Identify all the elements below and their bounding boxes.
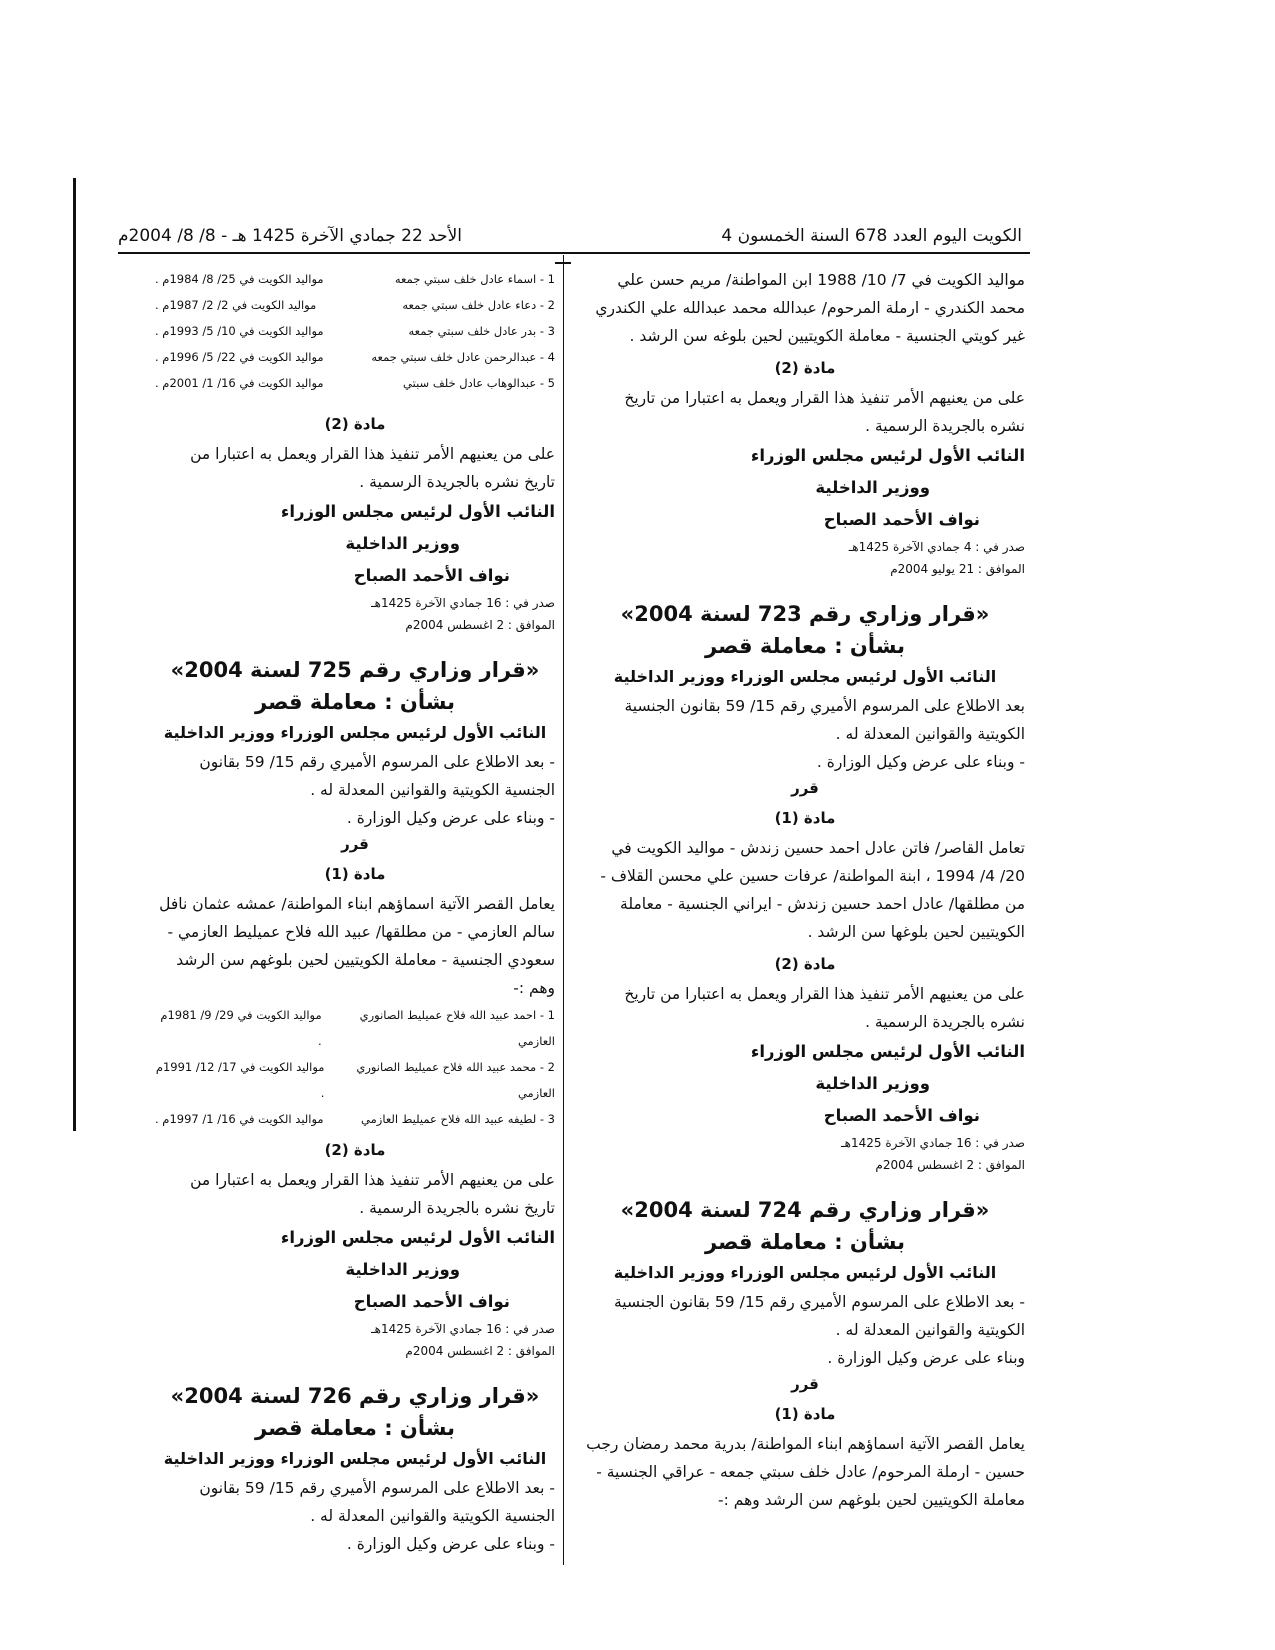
list-item <box>155 370 555 396</box>
header-rule <box>118 252 1030 254</box>
child-name: 3 - لطيفه عبيد الله فلاح عميليط العازمي <box>361 1112 555 1126</box>
article-text: تعامل القاصر/ فاتن عادل احمد حسين زندش - مواليد الكويت في 20/ 4/ 1994 ، ابنة المواطنة/ عرفات حسين علي محسن القلاف - من مطلقها/ عادل احمد حسين زندش - ايراني الجنسية - معاملة الكويتيين لحين بلوغها سن الرشد . <box>600 839 1025 941</box>
child-name: 2 - محمد عبيد الله فلاح عميليط الصانوري العازمي <box>356 1060 555 1100</box>
column-divider <box>563 255 564 1565</box>
decision-subject: بشأن : معاملة قصر <box>705 1230 905 1254</box>
signature-ministry: ووزير الداخلية <box>345 534 460 553</box>
preamble: - بعد الاطلاع على المرسوم الأميري رقم 15/ 59 بقانون الجنسية الكويتية والقوانين المعدلة له . <box>613 1293 1025 1339</box>
signature-name: نواف الأحمد الصباح <box>823 1106 980 1125</box>
corresponding-date: الموافق : 2 اغسطس 2004م <box>405 618 555 632</box>
article-text: على من يعنيهم الأمر تنفيذ هذا القرار ويعمل به اعتبارا من تاريخ نشره بالجريدة الرسمية . <box>190 1171 555 1217</box>
article-label: مادة (2) <box>774 955 836 973</box>
preamble: - بعد الاطلاع على المرسوم الأميري رقم 15/ 59 بقانون الجنسية الكويتية والقوانين المعدلة له . <box>199 1479 555 1525</box>
signature-title: النائب الأول لرئيس مجلس الوزراء <box>750 1042 1025 1061</box>
signature-ministry: ووزير الداخلية <box>815 478 930 497</box>
list-item <box>155 1054 555 1106</box>
issue-date: صدر في : 4 جمادي الآخرة 1425هـ <box>848 540 1025 554</box>
article-label: مادة (2) <box>324 1141 386 1159</box>
child-birth: مواليد الكويت في 2/ 2/ 1987م . <box>155 298 317 312</box>
child-name: 5 - عبدالوهاب عادل خلف سبتي <box>403 376 555 390</box>
child-name: 1 - اسماء عادل خلف سبتي جمعه <box>394 272 555 286</box>
child-birth: مواليد الكويت في 29/ 9/ 1981م . <box>160 1008 322 1048</box>
issue-date: صدر في : 16 جمادي الآخرة 1425هـ <box>371 596 555 610</box>
child-birth: مواليد الكويت في 22/ 5/ 1996م . <box>155 350 324 364</box>
decided-label: قرر <box>341 835 369 853</box>
child-name: 4 - عبدالرحمن عادل خلف سبتي جمعه <box>371 350 555 364</box>
article-text: على من يعنيهم الأمر تنفيذ هذا القرار ويعمل به اعتبارا من تاريخ نشره بالجريدة الرسمية . <box>190 445 555 491</box>
preamble: - وبناء على عرض وكيل الوزارة . <box>816 753 1025 771</box>
list-item <box>155 1002 555 1054</box>
list-item <box>155 344 555 370</box>
children-list <box>155 266 555 396</box>
right-column <box>585 266 1025 1514</box>
corresponding-date: الموافق : 2 اغسطس 2004م <box>875 1158 1025 1172</box>
article-text: على من يعنيهم الأمر تنفيذ هذا القرار ويعمل به اعتبارا من تاريخ نشره بالجريدة الرسمية . <box>624 389 1025 435</box>
article-label: مادة (1) <box>324 865 386 883</box>
preamble: وبناء على عرض وكيل الوزارة . <box>827 1349 1025 1367</box>
child-birth: مواليد الكويت في 16/ 1/ 1997م . <box>155 1112 324 1126</box>
column-divider-tick <box>555 262 571 264</box>
signature-name: نواف الأحمد الصباح <box>823 510 980 529</box>
child-name: 2 - دعاء عادل خلف سبتي جمعه <box>402 298 555 312</box>
decision-issuer: النائب الأول لرئيس مجلس الوزراء ووزير الداخلية <box>163 1449 547 1468</box>
list-item <box>155 318 555 344</box>
signature-ministry: ووزير الداخلية <box>345 1260 460 1279</box>
signature-name: نواف الأحمد الصباح <box>353 566 510 585</box>
header-right: الكويت اليوم العدد 678 السنة الخمسون 4 <box>721 226 1022 246</box>
list-item <box>155 292 555 318</box>
article-text: على من يعنيهم الأمر تنفيذ هذا القرار ويعمل به اعتبارا من تاريخ نشره بالجريدة الرسمية . <box>624 985 1025 1031</box>
list-item <box>155 266 555 292</box>
decision-subject: بشأن : معاملة قصر <box>255 1416 455 1440</box>
child-birth: مواليد الكويت في 10/ 5/ 1993م . <box>155 324 324 338</box>
article-label: مادة (2) <box>324 415 386 433</box>
signature-ministry: ووزير الداخلية <box>815 1074 930 1093</box>
preamble: بعد الاطلاع على المرسوم الأميري رقم 15/ 59 بقانون الجنسية الكويتية والقوانين المعدلة له . <box>624 697 1025 743</box>
decision-title: «قرار وزاري رقم 726 لسنة 2004» <box>170 1384 540 1408</box>
child-birth: مواليد الكويت في 17/ 12/ 1991م . <box>155 1060 325 1100</box>
article-label: مادة (2) <box>774 359 836 377</box>
decision-issuer: النائب الأول لرئيس مجلس الوزراء ووزير الداخلية <box>613 667 997 686</box>
signature-name: نواف الأحمد الصباح <box>353 1292 510 1311</box>
decided-label: قرر <box>791 779 819 797</box>
scan-edge-bar <box>73 178 76 1131</box>
child-name: 1 - احمد عبيد الله فلاح عميليط الصانوري العازمي <box>359 1008 555 1048</box>
decision-subject: بشأن : معاملة قصر <box>705 634 905 658</box>
left-column <box>155 266 555 1558</box>
decision-issuer: النائب الأول لرئيس مجلس الوزراء ووزير الداخلية <box>163 723 547 742</box>
signature-title: النائب الأول لرئيس مجلس الوزراء <box>750 446 1025 465</box>
corresponding-date: الموافق : 21 يوليو 2004م <box>890 562 1025 576</box>
article-label: مادة (1) <box>774 809 836 827</box>
decision-title: «قرار وزاري رقم 724 لسنة 2004» <box>620 1198 990 1222</box>
decision-issuer: النائب الأول لرئيس مجلس الوزراء ووزير الداخلية <box>613 1263 997 1282</box>
article-label: مادة (1) <box>774 1405 836 1423</box>
decided-label: قرر <box>791 1375 819 1393</box>
article-text: يعامل القصر الآتية اسماؤهم ابناء المواطنة/ بدرية محمد رمضان رجب حسين - ارملة المرحوم/ عادل خلف سبتي جمعه - عراقي الجنسية - معاملة الكويتيين لحين بلوغهم سن الرشد وهم :- <box>586 1435 1025 1509</box>
list-item <box>155 1106 555 1132</box>
header-left: الأحد 22 جمادي الآخرة 1425 هـ - 8/ 8/ 2004م <box>118 226 463 246</box>
signature-title: النائب الأول لرئيس مجلس الوزراء <box>280 1228 555 1247</box>
decision-continuation: مواليد الكويت في 7/ 10/ 1988 ابن المواطنة/ مريم حسن علي محمد الكندري - ارملة المرحوم/ عبدالله محمد عبدالله علي الكندري غير كويتي الجنسية - معاملة الكويتيين لحين بلوغه سن الرشد . <box>595 271 1025 345</box>
child-birth: مواليد الكويت في 25/ 8/ 1984م . <box>155 272 324 286</box>
issue-date: صدر في : 16 جمادي الآخرة 1425هـ <box>841 1136 1025 1150</box>
decision-title: «قرار وزاري رقم 723 لسنة 2004» <box>620 602 990 626</box>
preamble: - وبناء على عرض وكيل الوزارة . <box>346 809 555 827</box>
decision-subject: بشأن : معاملة قصر <box>255 690 455 714</box>
preamble: - وبناء على عرض وكيل الوزارة . <box>346 1535 555 1553</box>
children-list <box>155 1002 555 1132</box>
corresponding-date: الموافق : 2 اغسطس 2004م <box>405 1344 555 1358</box>
signature-title: النائب الأول لرئيس مجلس الوزراء <box>280 502 555 521</box>
decision-title: «قرار وزاري رقم 725 لسنة 2004» <box>170 658 540 682</box>
child-birth: مواليد الكويت في 16/ 1/ 2001م . <box>155 376 324 390</box>
article-text: يعامل القصر الآتية اسماؤهم ابناء المواطنة/ عمشه عثمان نافل سالم العازمي - من مطلقها/ عبيد الله فلاح عميليط العازمي - سعودي الجنسية - معاملة الكويتيين لحين بلوغهم سن الرشد وهم :- <box>159 895 555 997</box>
child-name: 3 - بدر عادل خلف سبتي جمعه <box>408 324 555 338</box>
preamble: - بعد الاطلاع على المرسوم الأميري رقم 15/ 59 بقانون الجنسية الكويتية والقوانين المعدلة له . <box>199 753 555 799</box>
issue-date: صدر في : 16 جمادي الآخرة 1425هـ <box>371 1322 555 1336</box>
